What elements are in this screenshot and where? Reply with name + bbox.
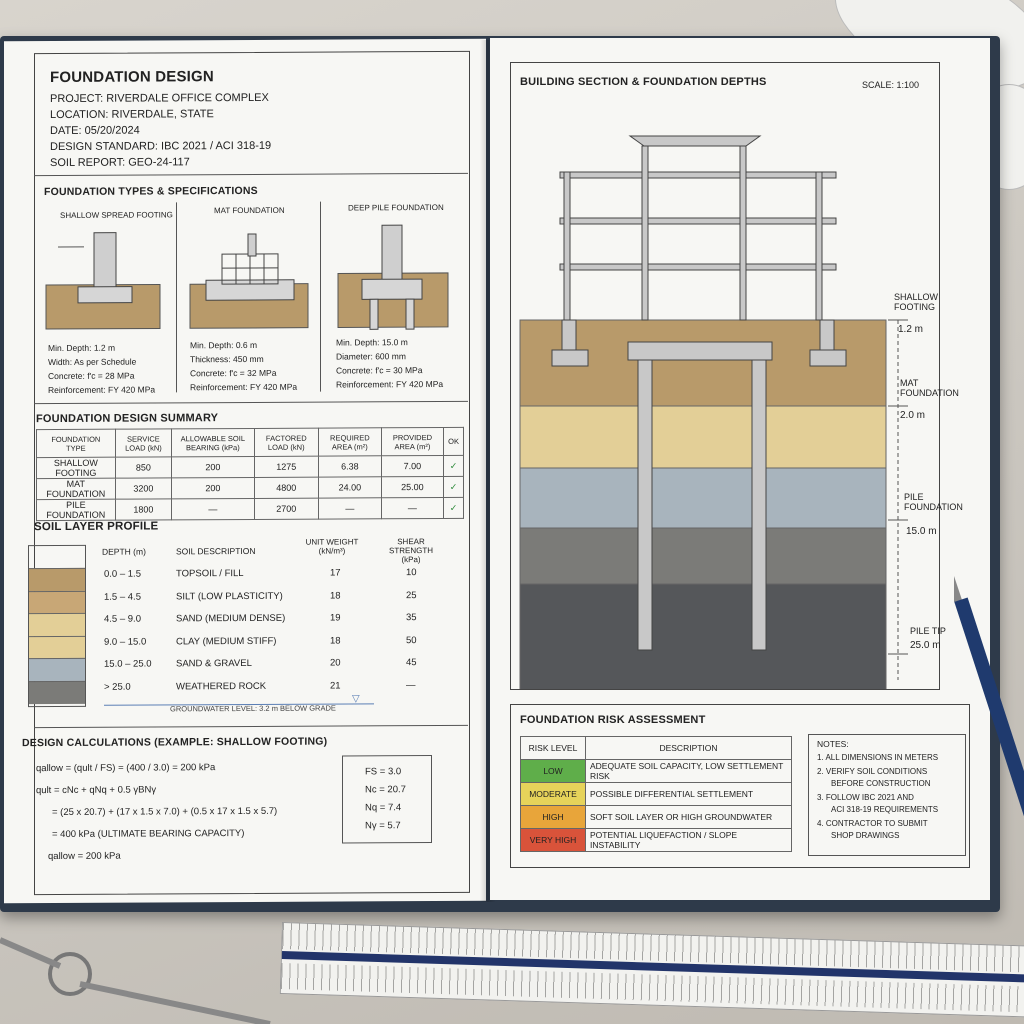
soil-header-unit-weight: UNIT WEIGHT (kN/m³) (305, 537, 359, 556)
calc-line: qult = cNc + qNq + 0.5 γBNγ (36, 784, 157, 797)
soil-layer (520, 468, 886, 528)
calc-heading: DESIGN CALCULATIONS (EXAMPLE: SHALLOW FOOTING) (22, 735, 328, 750)
building-section-diagram (514, 124, 994, 689)
summary-header-row (37, 427, 464, 457)
risk-header: DESCRIPTION (586, 737, 792, 760)
shallow-spec-concrete: Concrete: f'c = 28 MPa (48, 370, 135, 382)
depth-value-mat: 2.0 m (900, 410, 926, 421)
document-title: FOUNDATION DESIGN (50, 68, 214, 87)
note-line: 1. ALL DIMENSIONS IN METERS (817, 753, 939, 762)
note-line: BEFORE CONSTRUCTION (831, 779, 931, 788)
pile-spec-depth: Min. Depth: 15.0 m (336, 337, 408, 348)
type-name-pile: DEEP PILE FOUNDATION (348, 202, 444, 213)
soil-cell: 19 (330, 612, 341, 624)
depth-value-shallow: 1.2 m (898, 324, 924, 335)
depth-value-pile: 15.0 m (906, 526, 937, 537)
risk-description: POTENTIAL LIQUEFACTION / SLOPE INSTABILITY (586, 829, 792, 852)
table-cell: — (381, 497, 443, 518)
risk-header: RISK LEVEL (521, 737, 586, 760)
soil-header-depth: DEPTH (m) (102, 546, 146, 557)
table-cell: 7.00 (381, 455, 443, 476)
soil-header-description: SOIL DESCRIPTION (176, 545, 256, 557)
soil-cell: 21 (330, 679, 341, 692)
table-cell: 24.00 (318, 477, 381, 498)
spread-footing (552, 350, 588, 366)
table-cell: 1275 (254, 456, 318, 477)
summary-header: FACTORED LOAD (kN) (254, 428, 318, 456)
column (564, 172, 570, 320)
shallow-spec-width: Width: As per Schedule (48, 356, 137, 368)
mat-spec-reinforcement: Reinforcement: FY 420 MPa (190, 381, 298, 393)
soil-cell: SAND (MEDIUM DENSE) (176, 612, 286, 625)
soil-band (29, 613, 85, 636)
risk-description: ADEQUATE SOIL CAPACITY, LOW SETTLEMENT RISK (586, 760, 792, 783)
date-line: DATE: 05/20/2024 (50, 124, 140, 138)
column (816, 172, 822, 320)
table-cell: SHALLOW FOOTING (37, 457, 116, 478)
section-title: BUILDING SECTION & FOUNDATION DEPTHS (520, 76, 767, 88)
risk-level-low: LOW (521, 760, 586, 783)
pile-spec-reinforcement: Reinforcement: FY 420 MPa (336, 378, 444, 390)
soil-layer (520, 584, 886, 689)
table-row (37, 497, 464, 520)
soil-cell: > 25.0 (104, 681, 131, 693)
summary-heading: FOUNDATION DESIGN SUMMARY (36, 412, 219, 426)
factor-fs: FS = 3.0 (365, 766, 402, 778)
soil-band (29, 658, 85, 681)
table-cell: 200 (172, 477, 254, 498)
table-row (521, 829, 792, 852)
table-cell: MAT FOUNDATION (37, 478, 116, 499)
table-cell: 6.38 (318, 456, 381, 477)
table-cell: 25.00 (381, 476, 443, 497)
summary-header: PROVIDED AREA (m²) (381, 427, 443, 455)
drafting-compass (0, 920, 280, 1024)
mat-spec-concrete: Concrete: f'c = 32 MPa (190, 367, 277, 379)
depth-label-mat: MAT FOUNDATION (900, 378, 959, 398)
soil-header-shear: SHEAR STRENGTH (kPa) (389, 537, 433, 565)
soil-cell: — (406, 679, 416, 691)
soil-cell: 35 (406, 612, 417, 624)
risk-level-high: HIGH (521, 806, 586, 829)
table-row (521, 783, 792, 806)
column (740, 146, 746, 320)
project-line: PROJECT: RIVERDALE OFFICE COMPLEX (50, 91, 269, 106)
mat-spec-depth: Min. Depth: 0.6 m (190, 339, 258, 351)
calc-line: = 400 kPa (ULTIMATE BEARING CAPACITY) (52, 828, 245, 841)
note-line: 3. FOLLOW IBC 2021 AND (817, 793, 914, 802)
soil-cell: SAND & GRAVEL (176, 657, 252, 670)
soil-band (29, 590, 85, 613)
depth-label-pile: PILE FOUNDATION (904, 492, 963, 512)
table-row (521, 806, 792, 829)
soil-cell: 4.5 – 9.0 (104, 613, 141, 625)
column (642, 146, 648, 320)
floor-slab (560, 172, 836, 178)
scale-label: SCALE: 1:100 (862, 80, 920, 90)
table-cell: 200 (172, 456, 254, 477)
factor-ngamma: Nγ = 5.7 (365, 820, 401, 832)
table-cell: 1800 (115, 499, 171, 520)
risk-description: POSSIBLE DIFFERENTIAL SETTLEMENT (586, 783, 792, 806)
factor-nq: Nq = 7.4 (365, 802, 402, 814)
table-cell: 4800 (254, 477, 318, 498)
factors-box (342, 755, 432, 843)
table-cell: 850 (115, 457, 171, 478)
pile-spec-concrete: Concrete: f'c = 30 MPa (336, 365, 423, 376)
soil-column-diagram (28, 545, 86, 707)
table-cell: PILE FOUNDATION (37, 499, 116, 520)
pile (638, 360, 652, 650)
floor-slab (560, 218, 836, 224)
note-line: ACI 318-19 REQUIREMENTS (831, 805, 939, 814)
shallow-spec-depth: Min. Depth: 1.2 m (48, 342, 116, 354)
factor-nc: Nc = 20.7 (365, 784, 406, 796)
soil-cell: 0.0 – 1.5 (104, 568, 141, 580)
soil-band (29, 635, 85, 658)
type-name-mat: MAT FOUNDATION (214, 205, 285, 216)
table-cell: 3200 (115, 478, 171, 499)
risk-heading: FOUNDATION RISK ASSESSMENT (520, 714, 706, 726)
soil-cell: 9.0 – 15.0 (104, 636, 147, 648)
note-line: 2. VERIFY SOIL CONDITIONS (817, 767, 928, 776)
soil-cell: 18 (330, 634, 341, 647)
soil-cell: 10 (406, 567, 417, 579)
soil-cell: 15.0 – 25.0 (104, 658, 152, 670)
type-name-shallow: SHALLOW SPREAD FOOTING (60, 210, 173, 220)
soil-cell: 25 (406, 589, 417, 601)
table-row (37, 455, 464, 478)
soil-report-line: SOIL REPORT: GEO-24-117 (50, 156, 190, 170)
foundation-type-sketches (44, 223, 464, 335)
soil-cell: 17 (330, 567, 341, 579)
summary-header: OK (444, 427, 464, 455)
table-row (521, 760, 792, 783)
pile-spec-diameter: Diameter: 600 mm (336, 351, 406, 362)
summary-header: SERVICE LOAD (kN) (115, 429, 171, 457)
depth-value-tip: 25.0 m (910, 640, 941, 651)
groundwater-label: GROUNDWATER LEVEL: 3.2 m BELOW GRADE (170, 703, 336, 714)
soil-heading: SOIL LAYER PROFILE (34, 520, 159, 534)
right-page (490, 38, 990, 900)
water-level-icon: ▽ (352, 693, 360, 705)
soil-cell: 18 (330, 589, 341, 602)
risk-description: SOFT SOIL LAYER OR HIGH GROUNDWATER (586, 806, 792, 829)
roof-cap (630, 136, 760, 146)
depth-label-tip: PILE TIP (910, 626, 946, 636)
soil-cell: WEATHERED ROCK (176, 680, 267, 692)
summary-table (36, 427, 464, 521)
summary-header: FOUNDATION TYPE (37, 429, 116, 457)
calc-line: qallow = (qult / FS) = (400 / 3.0) = 200 kPa (36, 762, 216, 775)
soil-cell: 20 (330, 657, 341, 669)
soil-layer (520, 406, 886, 468)
summary-header: ALLOWABLE SOIL BEARING (kPa) (172, 428, 254, 456)
soil-cell: SILT (LOW PLASTICITY) (176, 590, 283, 602)
notes-heading: NOTES: (817, 739, 849, 749)
pedestal (820, 320, 834, 350)
location-line: LOCATION: RIVERDALE, STATE (50, 108, 214, 122)
left-page (4, 39, 486, 904)
note-line: SHOP DRAWINGS (831, 831, 900, 840)
note-line: 4. CONTRACTOR TO SUBMIT (817, 819, 928, 828)
risk-table (520, 736, 792, 852)
soil-cell: 1.5 – 4.5 (104, 591, 141, 603)
check-icon: ✓ (444, 497, 464, 518)
risk-level-moderate: MODERATE (521, 783, 586, 806)
types-heading: FOUNDATION TYPES & SPECIFICATIONS (44, 184, 258, 199)
mat-spec-thickness: Thickness: 450 mm (190, 353, 264, 365)
soil-band (29, 680, 85, 703)
check-icon: ✓ (444, 455, 464, 476)
pile-cap (628, 342, 772, 360)
standard-line: DESIGN STANDARD: IBC 2021 / ACI 318-19 (50, 139, 272, 154)
table-cell: — (172, 498, 254, 519)
soil-cell: CLAY (MEDIUM STIFF) (176, 635, 277, 647)
calc-line: qallow = 200 kPa (48, 850, 121, 863)
floor-slab (560, 264, 836, 270)
table-row (37, 476, 464, 499)
pile (752, 360, 766, 650)
table-cell: 2700 (254, 498, 318, 519)
summary-header: REQUIRED AREA (m²) (318, 428, 381, 456)
check-icon: ✓ (444, 476, 464, 497)
spread-footing (810, 350, 846, 366)
pedestal (562, 320, 576, 350)
risk-header-row (521, 737, 792, 760)
soil-layer (520, 528, 886, 584)
soil-cell: 50 (406, 634, 417, 646)
calc-line: = (25 x 20.7) + (17 x 1.5 x 7.0) + (0.5 x 17 x 1.5 x 5.7) (52, 805, 278, 819)
table-cell: — (318, 498, 381, 519)
shallow-spec-reinforcement: Reinforcement: FY 420 MPa (48, 384, 156, 396)
soil-cell: TOPSOIL / FILL (176, 568, 244, 580)
depth-label-shallow: SHALLOW FOOTING (894, 292, 939, 312)
risk-level-very-high: VERY HIGH (521, 829, 586, 852)
soil-cell: 45 (406, 657, 417, 669)
pen (940, 570, 1024, 870)
soil-band (29, 568, 85, 591)
